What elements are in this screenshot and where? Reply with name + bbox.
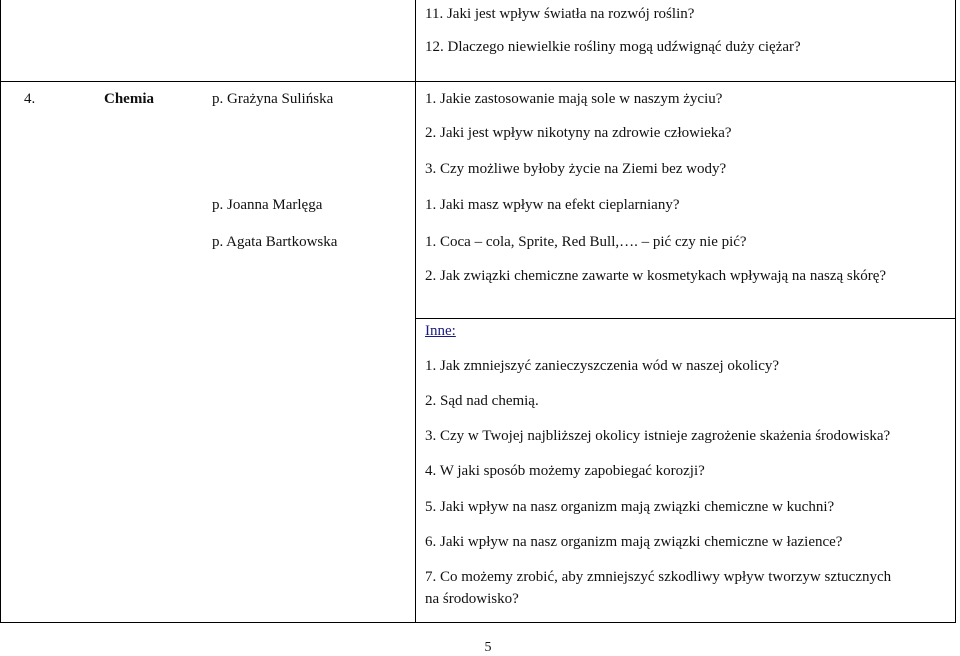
inne-question-6: 6. Jaki wpływ na nasz organizm mają związki chemiczne w łazience? xyxy=(425,534,843,550)
inne-question-1: 1. Jak zmniejszyć zanieczyszczenia wód w naszej okolicy? xyxy=(425,358,780,374)
top-question-11: 11. Jaki jest wpływ światła na rozwój roślin? xyxy=(425,6,695,22)
table-border-left xyxy=(0,0,1,81)
sulinska-question-3: 3. Czy możliwe byłoby życie na Ziemi bez wody? xyxy=(425,161,727,177)
teacher-marlega: p. Joanna Marlęga xyxy=(212,197,323,213)
inne-separator xyxy=(415,318,956,319)
sulinska-question-2: 2. Jaki jest wpływ nikotyny na zdrowie człowieka? xyxy=(425,125,732,141)
table-divider-question-column xyxy=(415,0,416,622)
marlega-question-1: 1. Jaki masz wpływ na efekt cieplarniany? xyxy=(425,197,680,213)
inne-question-7-line-1: 7. Co możemy zrobić, aby zmniejszyć szkodliwy wpływ tworzyw sztucznych xyxy=(425,569,892,585)
teacher-sulinska: p. Grażyna Sulińska xyxy=(212,91,334,107)
table-border-left-lower xyxy=(0,81,1,622)
bartkowska-question-1: 1. Coca – cola, Sprite, Red Bull,…. – pić czy nie pić? xyxy=(425,234,747,250)
table-bottom-border xyxy=(0,622,956,623)
top-question-12: 12. Dlaczego niewielkie rośliny mogą udźwignąć duży ciężar? xyxy=(425,39,801,55)
table-row-divider xyxy=(0,81,956,82)
inne-question-7-line-2: na środowisko? xyxy=(425,591,519,607)
row-number: 4. xyxy=(24,91,36,107)
inne-question-5: 5. Jaki wpływ na nasz organizm mają związki chemiczne w kuchni? xyxy=(425,499,835,515)
inne-question-4: 4. W jaki sposób możemy zapobiegać korozji? xyxy=(425,463,705,479)
subject-chemia: Chemia xyxy=(104,91,154,107)
inne-question-2: 2. Sąd nad chemią. xyxy=(425,393,539,409)
sulinska-question-1: 1. Jakie zastosowanie mają sole w naszym życiu? xyxy=(425,91,723,107)
table-border-right xyxy=(955,0,956,622)
bartkowska-question-2: 2. Jak związki chemiczne zawarte w kosmetykach wpływają na naszą skórę? xyxy=(425,268,887,284)
inne-heading: Inne: xyxy=(425,323,456,339)
inne-question-3: 3. Czy w Twojej najbliższej okolicy istnieje zagrożenie skażenia środowiska? xyxy=(425,428,891,444)
teacher-bartkowska: p. Agata Bartkowska xyxy=(212,234,338,250)
page-number: 5 xyxy=(484,640,492,655)
